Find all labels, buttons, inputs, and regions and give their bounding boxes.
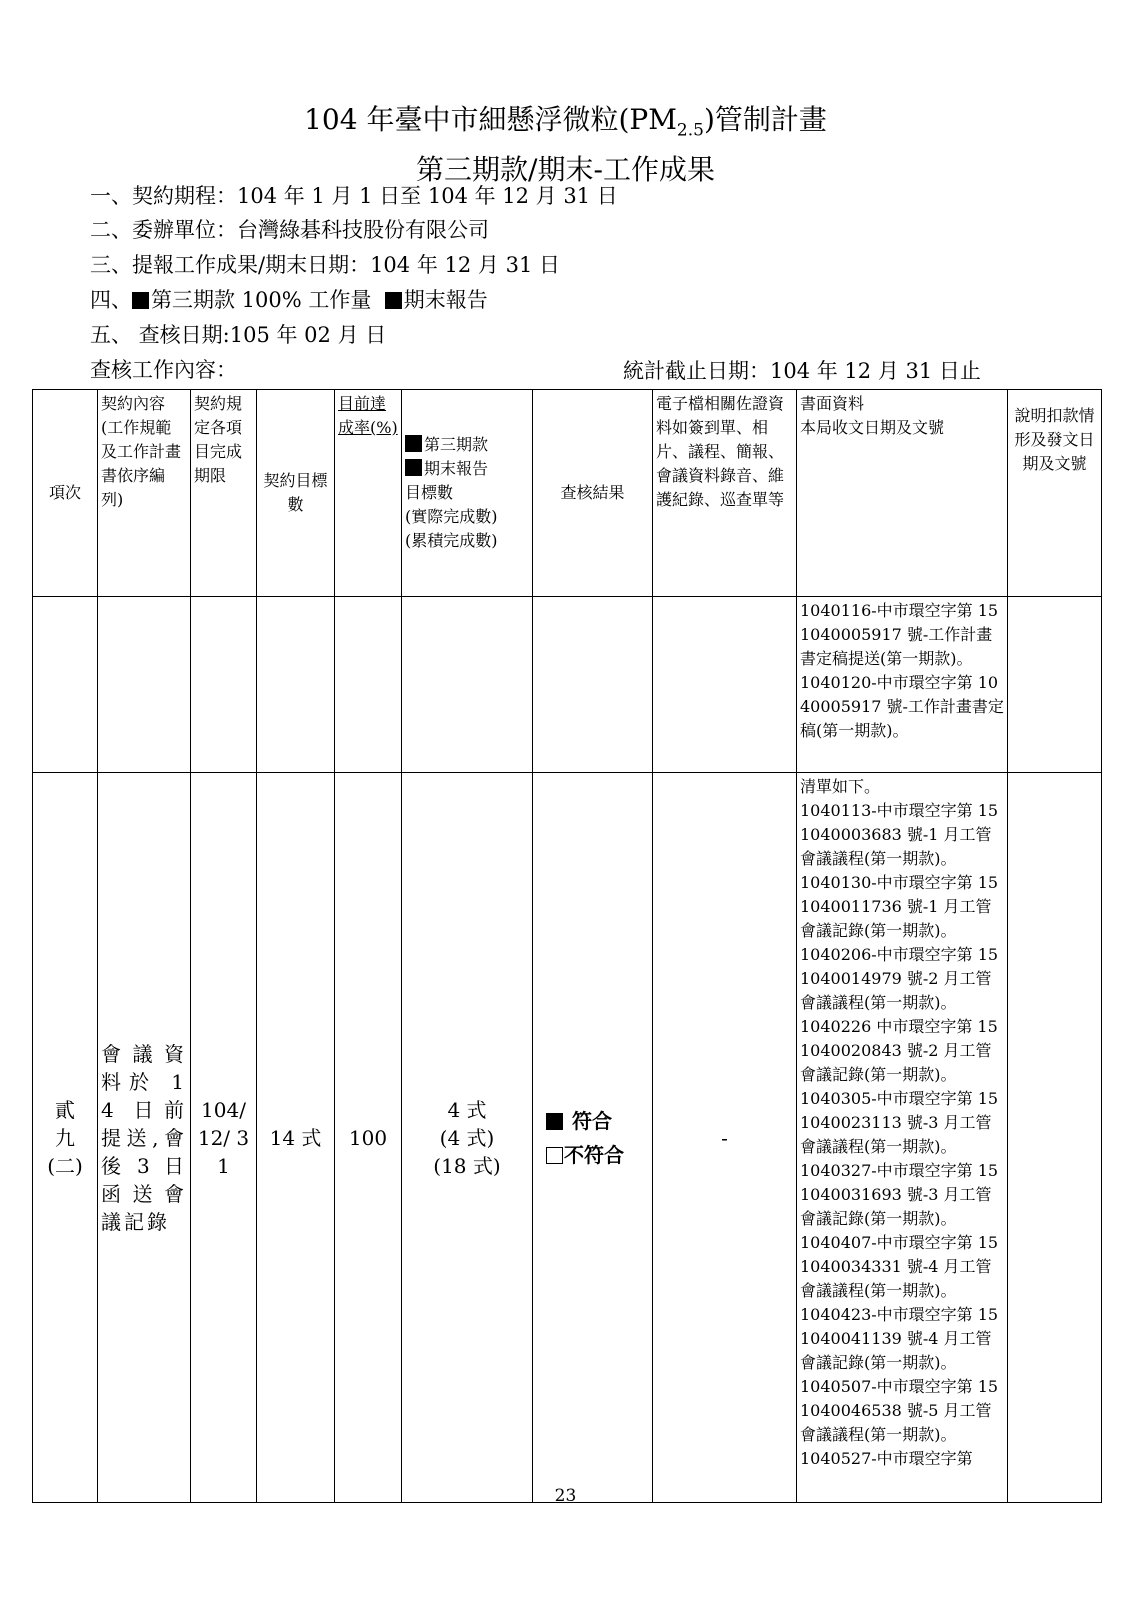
row-deadline: 104/ 12/ 31 [191,773,257,1503]
checked-box-icon [546,1113,563,1130]
document-title: 104 年臺中市細懸浮微粒$(PM_{2.5})$管制計畫 [304,103,827,141]
contract-period: 一、契約期程：104 年 1 月 1 日至 104 年 12 月 31 日 [90,184,618,208]
header-count: 第三期款 期末報告 目標數 (實際完成數) (累積完成數) [402,390,533,597]
cutoff-date: 統計截止日期：104 年 12 月 31 日止 [623,359,981,383]
checked-box-icon [385,292,402,309]
payment-stage: 四、 第三期款 100% 工作量 期末報告 [90,288,488,312]
header-result: 查核結果 [533,390,653,597]
commissioned-unit: 二、委辦單位：台灣綠碁科技股份有限公司 [90,218,489,242]
table-row [33,773,1102,1503]
row-result: 符合 不符合 [533,773,653,1503]
report-date: 三、提報工作成果/期末日期：104 年 12 月 31 日 [90,253,560,277]
work-results-table [32,389,1102,1503]
row-target: 14 式 [257,773,335,1503]
checked-box-icon [405,459,422,476]
row-rate: 100 [335,773,402,1503]
check-content-label: 查核工作內容： [90,358,237,382]
paper-records: 1040116-中市環空字第 151040005917 號-工作計畫書定稿提送(第一期款)。 1040120-中市環空字第 1040005917 號-工作計畫書定稿(第一期款)。 [797,597,1008,773]
row-content: 會議資料於 14 日前提送,會後 3 日函送會議記錄 [98,773,191,1503]
header-paper: 書面資料 本局收文日期及文號 [797,390,1008,597]
header-target: 契約目標數 [257,390,335,597]
page-number: 23 [554,1486,577,1506]
paper-records: 清單如下。 1040113-中市環空字第 151040003683 號-1 月工管會議議程(第一期款)。 1040130-中市環空字第 151040011736 號-1 月工管會議記錄(第一期款)。 1040206-中市環空字第 151040014979 號-2 月工管會議議程(第一期款)。 1040226 中市環空字第 151040020843 號-2 月工管會議記錄(第一期款)。 1040305-中市環空字第 151040023113 號-3 月工管會議議程(第一期款)。 1040327-中市環空字第 151040031693 號-3 月工管會議記錄(第一期款)。 1040407-中市環空字第 151040034331 號-4 月工管會議議程(第一期款)。 1040423-中市環空字第 151040041139 號-4 月工管會議記錄(第一期款)。 1040507-中市環空字第 151040046538 號-5 月工管會議議程(第一期款)。 1040527-中市環空字第 [797,773,1008,1503]
checked-box-icon [405,435,422,452]
document-subtitle: 第三期款/期末-工作成果 [416,153,715,186]
row-efile: - [653,773,797,1503]
header-content: 契約內容(工作規範及工作計畫書依序編列) [98,390,191,597]
checked-box-icon [132,292,149,309]
header-note: 說明扣款情形及發文日期及文號 [1008,390,1102,597]
header-rate: 目前達成率(%) [335,390,402,597]
table-row [33,597,1102,773]
unchecked-box-icon [546,1147,563,1164]
header-row [33,390,1102,597]
row-count: 4 式 (4 式) (18 式) [402,773,533,1503]
header-efile: 電子檔相關佐證資料如簽到單、相片、議程、簡報、會議資料錄音、維護紀錄、巡查單等 [653,390,797,597]
header-item: 項次 [33,390,98,597]
check-date: 五、 查核日期:105 年 02 月 日 [90,323,387,347]
row-item: 貳 九 (二) [33,773,98,1503]
header-deadline: 契約規定各項目完成期限 [191,390,257,597]
